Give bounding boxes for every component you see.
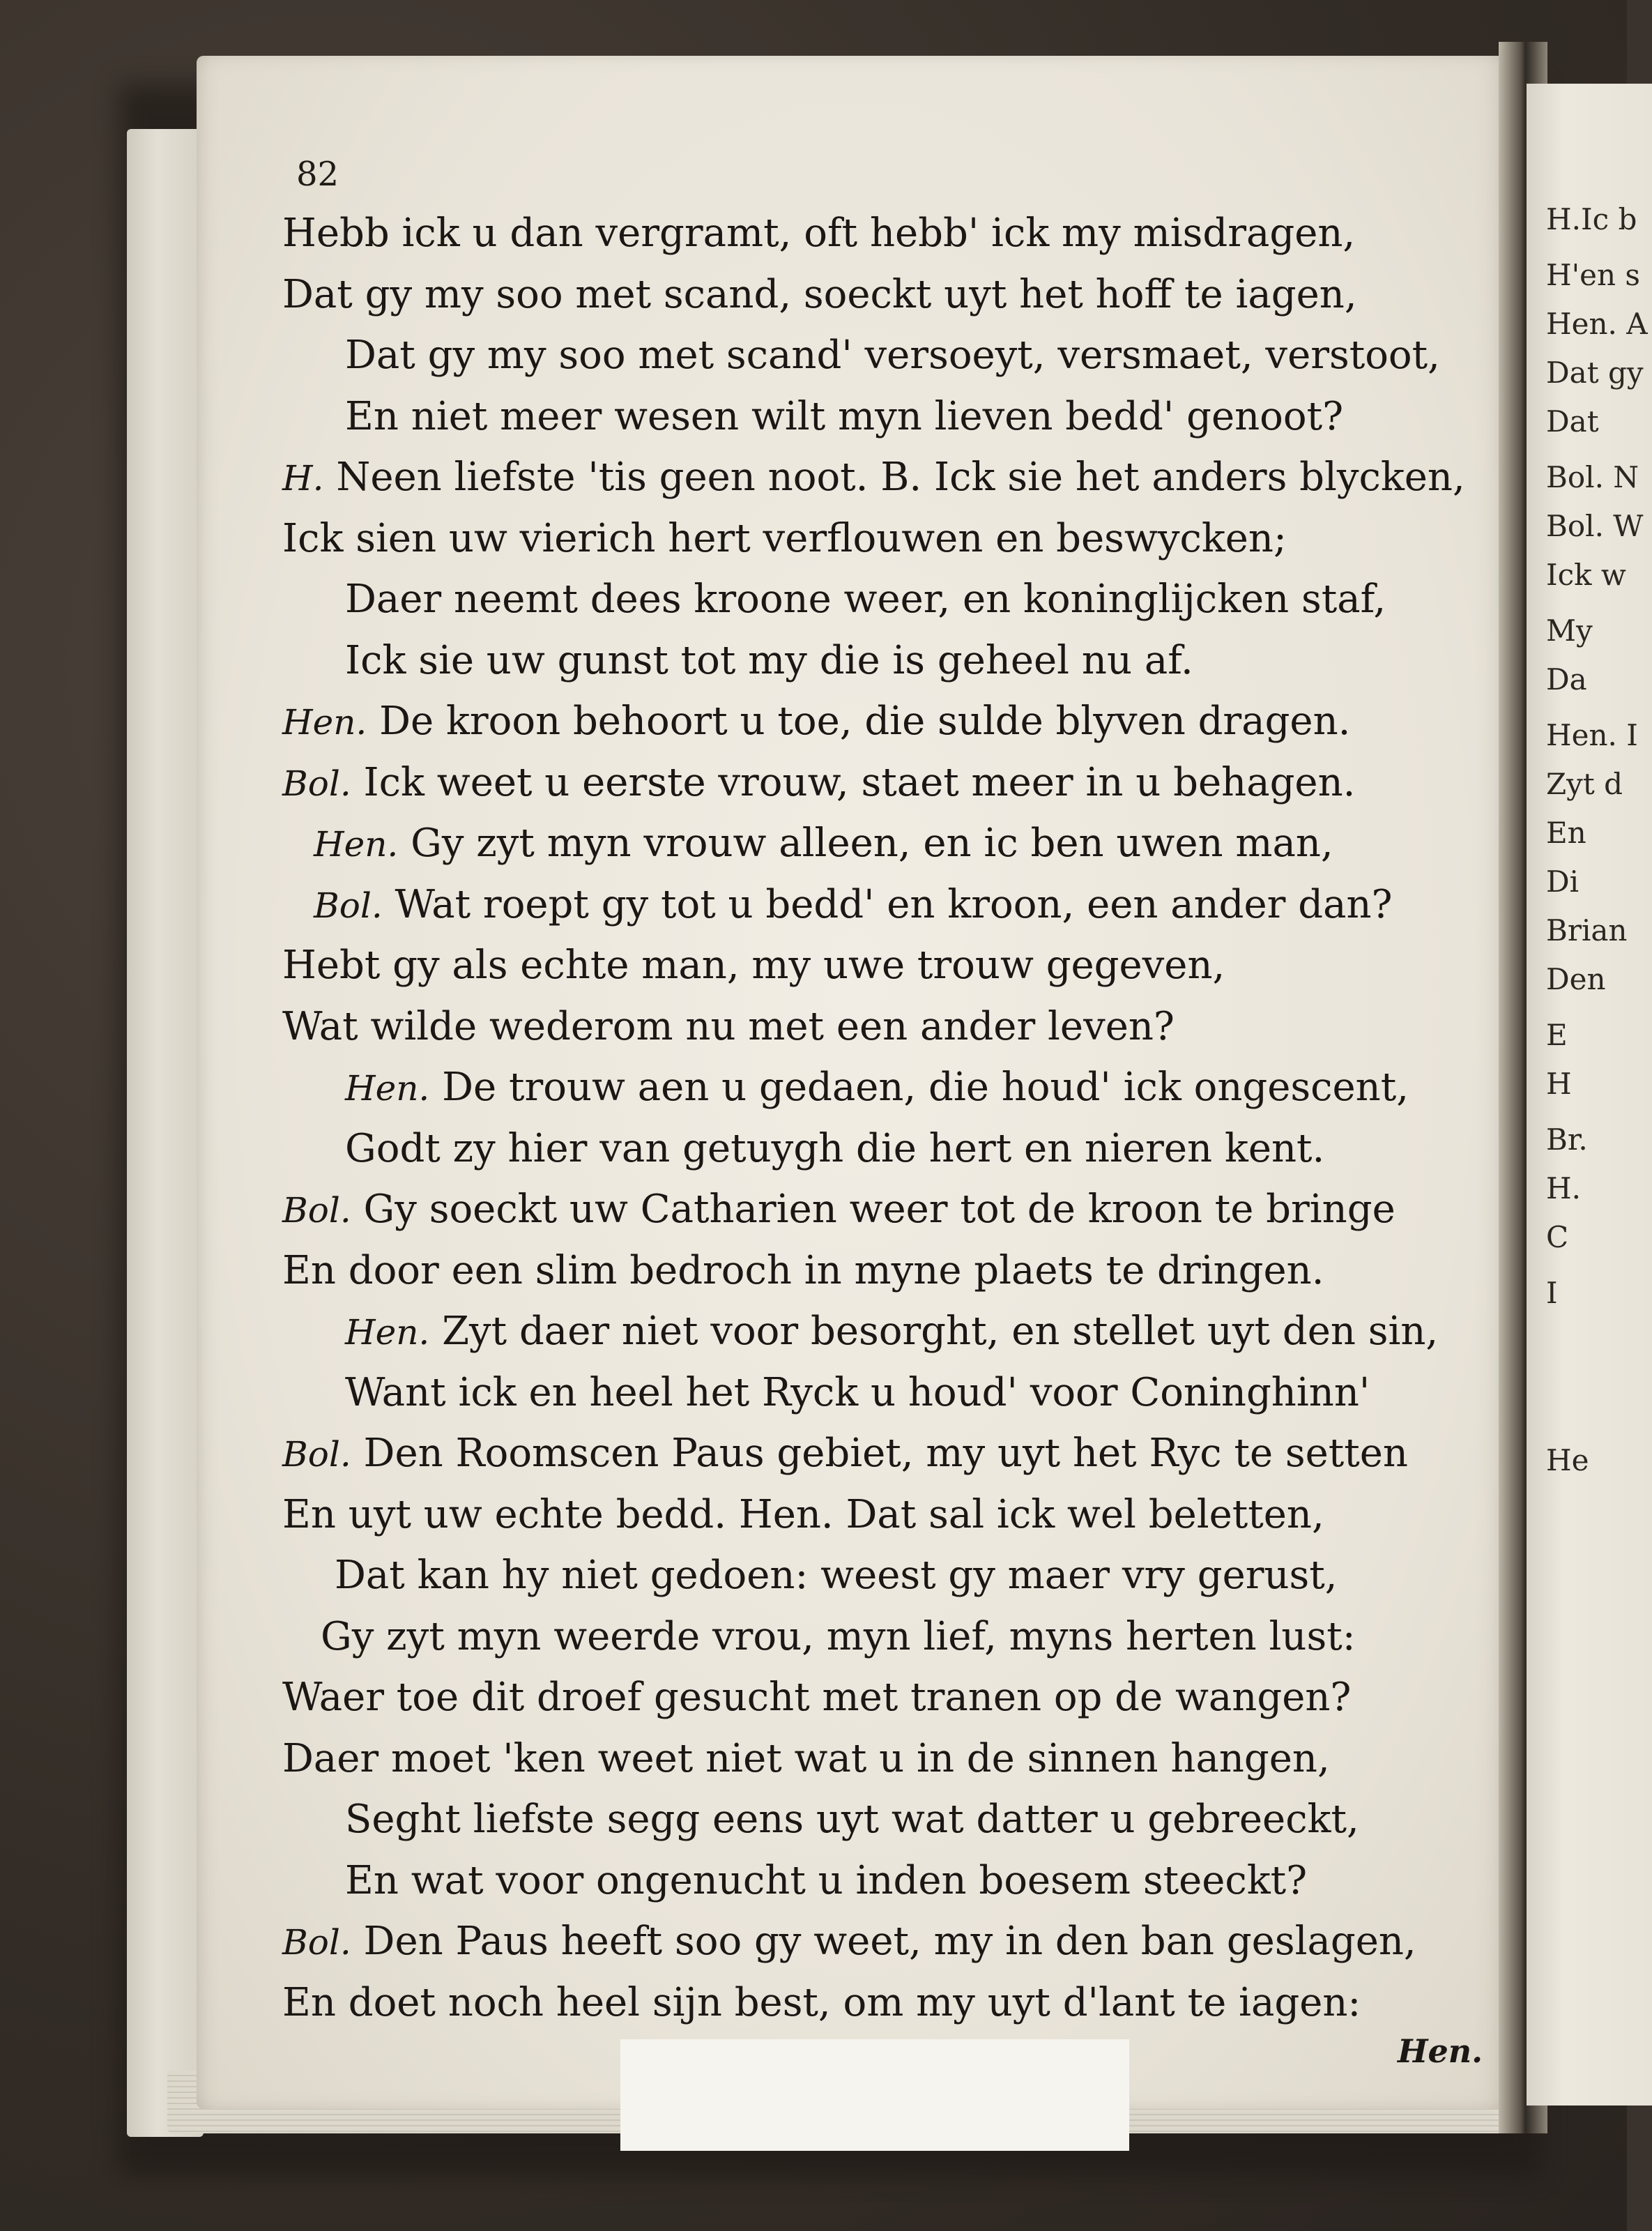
speaker-label: Bol. (282, 1922, 351, 1963)
verse-line-text: Dat gy my soo met scand, soeckt uyt het hoff te iagen, (282, 271, 1357, 317)
facing-page-fragment: Bol. W (1546, 509, 1644, 543)
facing-page-fragment: Bol. N (1546, 460, 1639, 494)
facing-page-fragment: Zyt d (1546, 767, 1623, 801)
verse-line-text: En uyt uw echte bedd. Hen. Dat sal ick wel beletten, (282, 1491, 1324, 1537)
verse-line (282, 759, 1355, 808)
verse-line-text: Seght liefste segg eens uyt wat datter u gebreeckt, (345, 1797, 1359, 1842)
verse-line (345, 331, 1440, 380)
verse-line (282, 1429, 1408, 1479)
facing-page-fragment: I (1546, 1276, 1558, 1310)
verse-line (282, 209, 1355, 258)
facing-page-fragment: Dat gy (1546, 356, 1644, 390)
verse-line-text: Dat gy my soo met scand' versoeyt, versmaet, verstoot, (345, 333, 1440, 378)
verse-line-text: Daer neemt dees kroone weer, en koninglijcken staf, (345, 577, 1386, 622)
verse-line (282, 1735, 1330, 1783)
verse-line-text: Hebb ick u dan vergramt, oft hebb' ick my misdragen, (282, 211, 1356, 256)
verse-line (282, 1673, 1351, 1722)
verse-line (282, 1003, 1175, 1051)
verse-line (345, 1857, 1307, 1905)
verse-line (282, 1247, 1324, 1295)
facing-page-fragment: Di (1546, 865, 1580, 899)
verse-line-text: De kroon behoort u toe, die sulde blyven dragen. (379, 699, 1351, 744)
facing-page-fragment: Dat (1546, 404, 1599, 439)
facing-page-fragment: C (1546, 1220, 1569, 1254)
facing-page-fragment: H (1546, 1067, 1572, 1101)
speaker-label: Hen. (282, 702, 367, 743)
verse-line (282, 1185, 1395, 1235)
verse-line-text: En wat voor ongenucht u inden boesem steeckt? (345, 1857, 1308, 1903)
facing-page-fragment: H. (1546, 1171, 1581, 1205)
verse-line (282, 515, 1287, 563)
verse-line (314, 881, 1393, 930)
verse-line (282, 1491, 1324, 1539)
verse-line-text: Neen liefste 'tis geen noot. B. Ick sie het anders blycken, (336, 455, 1465, 500)
speaker-label: Hen. (314, 824, 399, 865)
facing-page-fragment: Br. (1546, 1122, 1588, 1157)
facing-page-fragment: Den (1546, 962, 1606, 996)
verse-line (282, 453, 1465, 503)
speaker-label: Bol. (282, 1434, 351, 1475)
speaker-label: Bol. (282, 763, 351, 804)
verse-line-text: De trouw aen u gedaen, die houd' ick ongescent, (442, 1065, 1409, 1110)
verse-line (345, 1307, 1438, 1357)
verse-line-text: Hebt gy als echte man, my uwe trouw gegeven, (282, 943, 1225, 988)
verse-line-text: Waer toe dit droef gesucht met tranen op de wangen? (282, 1675, 1352, 1720)
verse-line-text: Den Roomscen Paus gebiet, my uyt het Ryc te setten (363, 1431, 1408, 1476)
verse-line (282, 1979, 1361, 2027)
verse-line (345, 575, 1386, 624)
verse-line-text: Wat roept gy tot u bedd' en kroon, een ander dan? (395, 881, 1393, 927)
facing-page-fragment: My (1546, 614, 1593, 648)
speaker-label: Hen. (345, 1312, 430, 1353)
verse-line (345, 1369, 1370, 1417)
verse-line-text: Daer moet 'ken weet niet wat u in de sinnen hangen, (282, 1735, 1330, 1781)
speaker-label: H. (282, 458, 324, 498)
facing-page-fragment: Hen. A (1546, 307, 1648, 341)
facing-page-fragment: Ick w (1546, 558, 1626, 592)
speaker-label: Hen. (345, 1068, 430, 1109)
facing-page-fragment: E (1546, 1018, 1568, 1052)
facing-page-fragment: Da (1546, 662, 1587, 696)
verse-line (345, 1063, 1409, 1113)
facing-page-fragment: He (1546, 1443, 1589, 1477)
verse-line (314, 819, 1333, 869)
speaker-label: Bol. (282, 1190, 351, 1231)
verse-line (345, 1795, 1359, 1844)
verse-line-text: Wat wilde wederom nu met een ander leven? (282, 1003, 1175, 1049)
verse-line (345, 637, 1193, 685)
verse-line-text: Ick sie uw gunst tot my die is geheel nu af. (345, 637, 1193, 683)
verse-line (335, 1551, 1338, 1600)
verse-line (321, 1613, 1356, 1661)
verse-line-text: Want ick en heel het Ryck u houd' voor Coninghinn' (345, 1369, 1370, 1415)
verse-line-text: Gy zyt myn weerde vrou, myn lief, myns herten lust: (321, 1613, 1356, 1659)
facing-page-fragment: Hen. I (1546, 718, 1638, 752)
verse-line-text: Den Paus heeft soo gy weet, my in den ban geslagen, (363, 1919, 1416, 1964)
verse-line (282, 697, 1350, 747)
paper-patch (620, 2039, 1129, 2151)
verse-line-text: Dat kan hy niet gedoen: weest gy maer vry gerust, (335, 1553, 1338, 1598)
page-edges-left (127, 129, 204, 2137)
verse-line-text: Godt zy hier van getuygh die hert en nieren kent. (345, 1125, 1325, 1171)
verse-line (345, 1125, 1324, 1173)
speaker-label: Bol. (314, 885, 383, 926)
verse-line (282, 271, 1357, 319)
verse-line-text: En door een slim bedroch in myne plaets te dringen. (282, 1247, 1324, 1293)
verse-line-text: Gy soeckt uw Catharien weer tot de kroon te bringe (363, 1187, 1395, 1232)
verse-line-text: Gy zyt myn vrouw alleen, en ic ben uwen man, (411, 821, 1333, 866)
verse-line-text: Ick sien uw vierich hert verflouwen en beswycken; (282, 515, 1287, 561)
verse-line-text: En doet noch heel sijn best, om my uyt d'lant te iagen: (282, 1979, 1361, 2025)
facing-page-fragment: H.Ic b (1546, 202, 1637, 236)
verse-line-text: En niet meer wesen wilt myn lieven bedd' genoot? (345, 393, 1344, 439)
verse-line (282, 941, 1225, 990)
verse-line-text: Ick weet u eerste vrouw, staet meer in u behagen. (363, 759, 1356, 805)
verse-line (345, 393, 1343, 441)
verse-line (282, 1917, 1416, 1967)
catchword: Hen. (1398, 2032, 1483, 2070)
facing-page-fragment: H'en s (1546, 258, 1640, 292)
verse-line-text: Zyt daer niet voor besorght, en stellet uyt den sin, (442, 1309, 1439, 1354)
page-number: 82 (296, 155, 339, 194)
facing-page (1527, 84, 1652, 2106)
facing-page-fragment: Brian (1546, 913, 1628, 947)
facing-page-fragment: En (1546, 816, 1586, 850)
